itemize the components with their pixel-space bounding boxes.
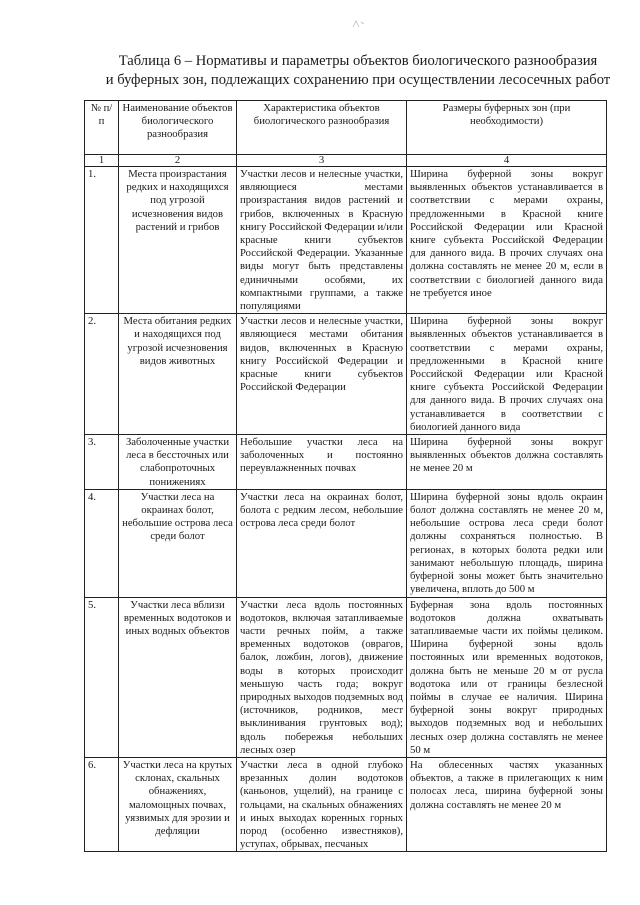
row-num: 6. xyxy=(85,757,119,851)
col-number: 2 xyxy=(119,155,237,167)
row-buffer: Буферная зона вдоль постоянных водотоков должна охватывать затапливаемые части их поймы целиком. Ширина буферной зоны вдоль постоянных или временных водотоков, должна быть не меньше 20 м от русла водотока или от границы безлесной поймы в случае ее наличия. Ширина буферной зоны вокруг природных выходов подземных вод и небольших лесных озер должна составлять не менее 50 м xyxy=(407,597,607,757)
table-row xyxy=(85,757,607,851)
biodiversity-norms-table xyxy=(84,100,607,852)
row-characteristic: Небольшие участки леса на заболоченных и постоянно переувлажненных почвах xyxy=(237,435,407,490)
row-name: Заболоченные участки леса в бессточных или слабопроточных понижениях xyxy=(119,435,237,490)
header-num: № п/п xyxy=(85,101,119,155)
col-number: 1 xyxy=(85,155,119,167)
table-row xyxy=(85,489,607,597)
row-characteristic: Участки лесов и нелесные участки, являющиеся местами обитания видов, включенных в Красную книгу Российской Федерации и красные книги субъектов Российской Федерации xyxy=(237,314,407,435)
row-buffer: Ширина буферной зоны вокруг выявленных объектов должна составлять не менее 20 м xyxy=(407,435,607,490)
row-buffer: Ширина буферной зоны вокруг выявленных объектов устанавливается в соответствии с мерами охраны, предложенными в Красной книге Российской Федерации или Красной книге субъекта Российской Федерации для данного вида. В прочих случаях она должна составлять не менее 20 м, если в соответствии с биологией данного вида не требуется иное xyxy=(407,167,607,314)
header-characteristic: Характеристика объектов биологического разнообразия xyxy=(237,101,407,155)
row-characteristic: Участки леса вдоль постоянных водотоков, включая затапливаемые части речных пойм, а также временных водотоков (оврагов, балок, ложбин, логов), движение воды в которых происходит меньшую часть года; вокруг природных выходов подземных вод (источников, родников, мест выклинивания грунтовых вод); вдоль побережья небольших лесных озер xyxy=(237,597,407,757)
header-row xyxy=(85,101,607,155)
caption-line-2: и буферных зон, подлежащих сохранению при осуществлении лесосечных работ xyxy=(105,72,611,88)
row-buffer: Ширина буферной зоны вокруг выявленных объектов устанавливается в соответствии с мерами охраны, предложенными в Красной книге Российской Федерации или Красной книге субъекта Российской Федерации для данного вида. В прочих случаях она устанавливается в соответствии с биологией данного вида xyxy=(407,314,607,435)
row-buffer: Ширина буферной зоны вдоль окраин болот должна составлять не менее 20 м, небольшие острова леса среди болот должны сохраняться полностью. В регионах, в которых болота редки или занимают небольшую площадь, ширина буферной зоны может быть значительно увеличена, вплоть до 500 м xyxy=(407,489,607,597)
row-characteristic: Участки леса на окраинах болот, болота с редким лесом, небольшие острова леса среди болот xyxy=(237,489,407,597)
row-num: 5. xyxy=(85,597,119,757)
row-num: 3. xyxy=(85,435,119,490)
row-name: Участки леса на окраинах болот, небольшие острова леса среди болот xyxy=(119,489,237,597)
header-name: Наименование объектов биологического разнообразия xyxy=(119,101,237,155)
table-caption xyxy=(88,52,628,90)
row-name: Участки леса на крутых склонах, скальных обнажениях, маломощных почвах, уязвимых для эрозии и дефляции xyxy=(119,757,237,851)
header-buffer: Размеры буферных зон (при необходимости) xyxy=(407,101,607,155)
table-row xyxy=(85,435,607,490)
col-number: 4 xyxy=(407,155,607,167)
caption-line-1: Таблица 6 – Нормативы и параметры объектов биологического разнообразия xyxy=(118,53,598,69)
column-number-row xyxy=(85,155,607,167)
table-row xyxy=(85,314,607,435)
row-buffer: На облесенных частях указанных объектов, а также в прилегающих к ним полосах леса, ширина буферной зоны должна составлять не менее 20 м xyxy=(407,757,607,851)
row-name: Места обитания редких и находящихся под угрозой исчезновения видов животных xyxy=(119,314,237,435)
col-number: 3 xyxy=(237,155,407,167)
row-characteristic: Участки лесов и нелесные участки, являющиеся местами произрастания видов растений и грибов, включенных в Красную книгу Российской Федерации и/или красные книги субъектов Российской Федерации. Указанные виды могут быть представлены единичными особями, их компактными группами, а также популяциями xyxy=(237,167,407,314)
table-row xyxy=(85,597,607,757)
table-row xyxy=(85,167,607,314)
stray-mark xyxy=(352,19,366,29)
row-name: Места произрастания редких и находящихся под угрозой исчезновения видов растений и грибов xyxy=(119,167,237,314)
row-num: 2. xyxy=(85,314,119,435)
row-characteristic: Участки леса в одной глубоко врезанных долин водотоков (каньонов, ущелий), на границе с гольцами, на скальных обнажениях и иных выходах коренных горных пород (особенно известняков), уступах, обрывах, песчаных xyxy=(237,757,407,851)
row-name: Участки леса вблизи временных водотоков и иных водных объектов xyxy=(119,597,237,757)
row-num: 4. xyxy=(85,489,119,597)
row-num: 1. xyxy=(85,167,119,314)
